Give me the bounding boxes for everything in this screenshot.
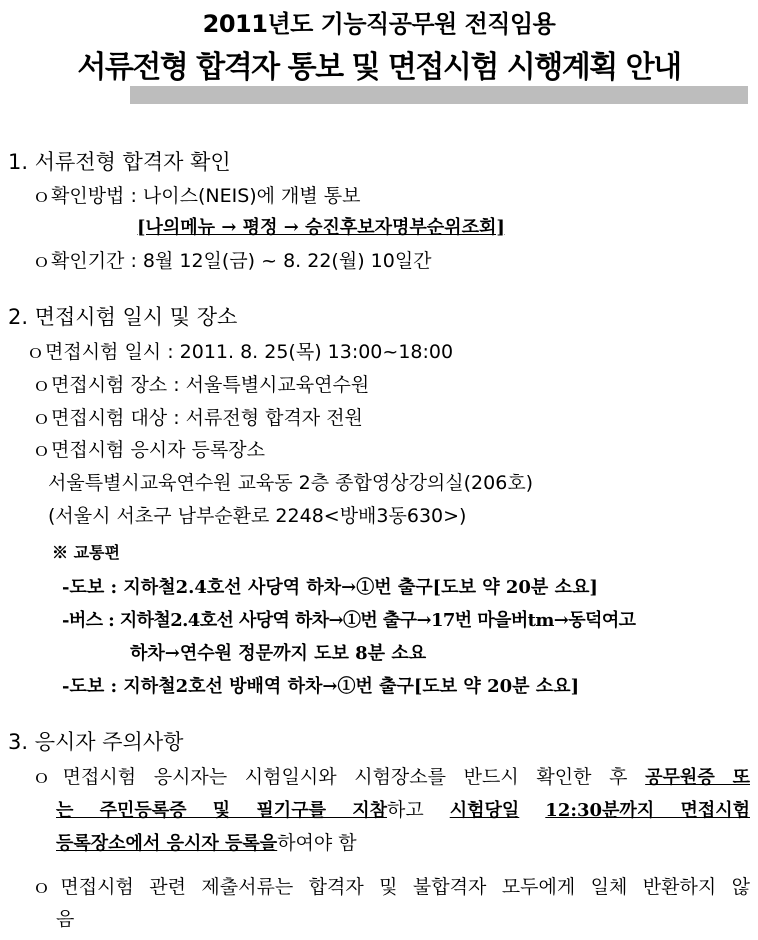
section2-reg-address: (서울시 서초구 남부순환로 2248<방배3동630>) — [48, 505, 467, 527]
transport-walk-sadang: -도보 : 지하철2.4호선 사당역 하차→①번 출구[도보 약 20분 소요] — [62, 577, 598, 598]
transport-bus: -버스 : 지하철2.4호선 사당역 하차→①번 출구→17번 마을버tm→동덕여고 — [62, 610, 636, 631]
note1-line1-bold: 공무원증 또 — [645, 767, 750, 788]
section1-menu-path: [나의메뉴 → 평정 → 승진후보자명부순위조회] — [137, 217, 505, 238]
section2-place: ｏ면접시험 장소 : 서울특별시교육연수원 — [32, 374, 370, 396]
note1-line2-bold3: 12:30분까지 면접시험 — [545, 800, 750, 821]
section2-registration: ｏ면접시험 응시자 등록장소 — [32, 439, 265, 461]
note1-line2 — [56, 795, 750, 822]
note1-line3 — [56, 828, 357, 855]
section1-heading: 1. 서류전형 합격자 확인 — [8, 150, 231, 174]
section1-method: ｏ확인방법 : 나이스(NEIS)에 개별 통보 — [32, 185, 361, 207]
section3-heading: 3. 응시자 주의사항 — [8, 730, 184, 754]
section2-datetime: ｏ면접시험 일시 : 2011. 8. 25(목) 13:00~18:00 — [26, 341, 454, 363]
note1-line2-plain: 하고 — [386, 799, 424, 821]
note2-line1: ｏ면접시험 관련 제출서류는 합격자 및 불합격자 모두에게 일체 반환하지 않 — [32, 876, 750, 898]
transport-walk-bangbae: -도보 : 지하철2호선 방배역 하차→①번 출구[도보 약 20분 소요] — [62, 676, 580, 697]
note2-line2: 음 — [56, 908, 75, 930]
title-line1: 2011년도 기능직공무원 전직임용 — [202, 10, 556, 38]
note1-line1-plain: ｏ면접시험 응시자는 시험일시와 시험장소를 반드시 확인한 후 — [32, 766, 628, 788]
section2-reg-room: 서울특별시교육연수원 교육동 2층 종합영상강의실(206호) — [48, 472, 534, 494]
note1-line2-bold2: 시험당일 — [449, 800, 520, 821]
transport-title: ※ 교통편 — [52, 543, 120, 562]
note1-line3-bold: 등록장소에서 응시자 등록을 — [56, 833, 278, 854]
note1-line1 — [32, 762, 750, 789]
transport-bus-cont: 하차→연수원 정문까지 도보 8분 소요 — [130, 643, 427, 664]
note1-line3-plain: 하여야 함 — [277, 832, 357, 854]
section1-period: ｏ확인기간 : 8월 12일(금) ~ 8. 22(월) 10일간 — [32, 250, 432, 272]
note1-line2-bold1: 는 주민등록증 및 필기구를 지참 — [56, 800, 387, 821]
title-line2: 서류전형 합격자 통보 및 면접시험 시행계획 안내 — [77, 50, 681, 85]
section2-heading: 2. 면접시험 일시 및 장소 — [8, 305, 238, 329]
section2-target: ｏ면접시험 대상 : 서류전형 합격자 전원 — [32, 407, 363, 429]
title-underline-bar — [130, 86, 748, 104]
